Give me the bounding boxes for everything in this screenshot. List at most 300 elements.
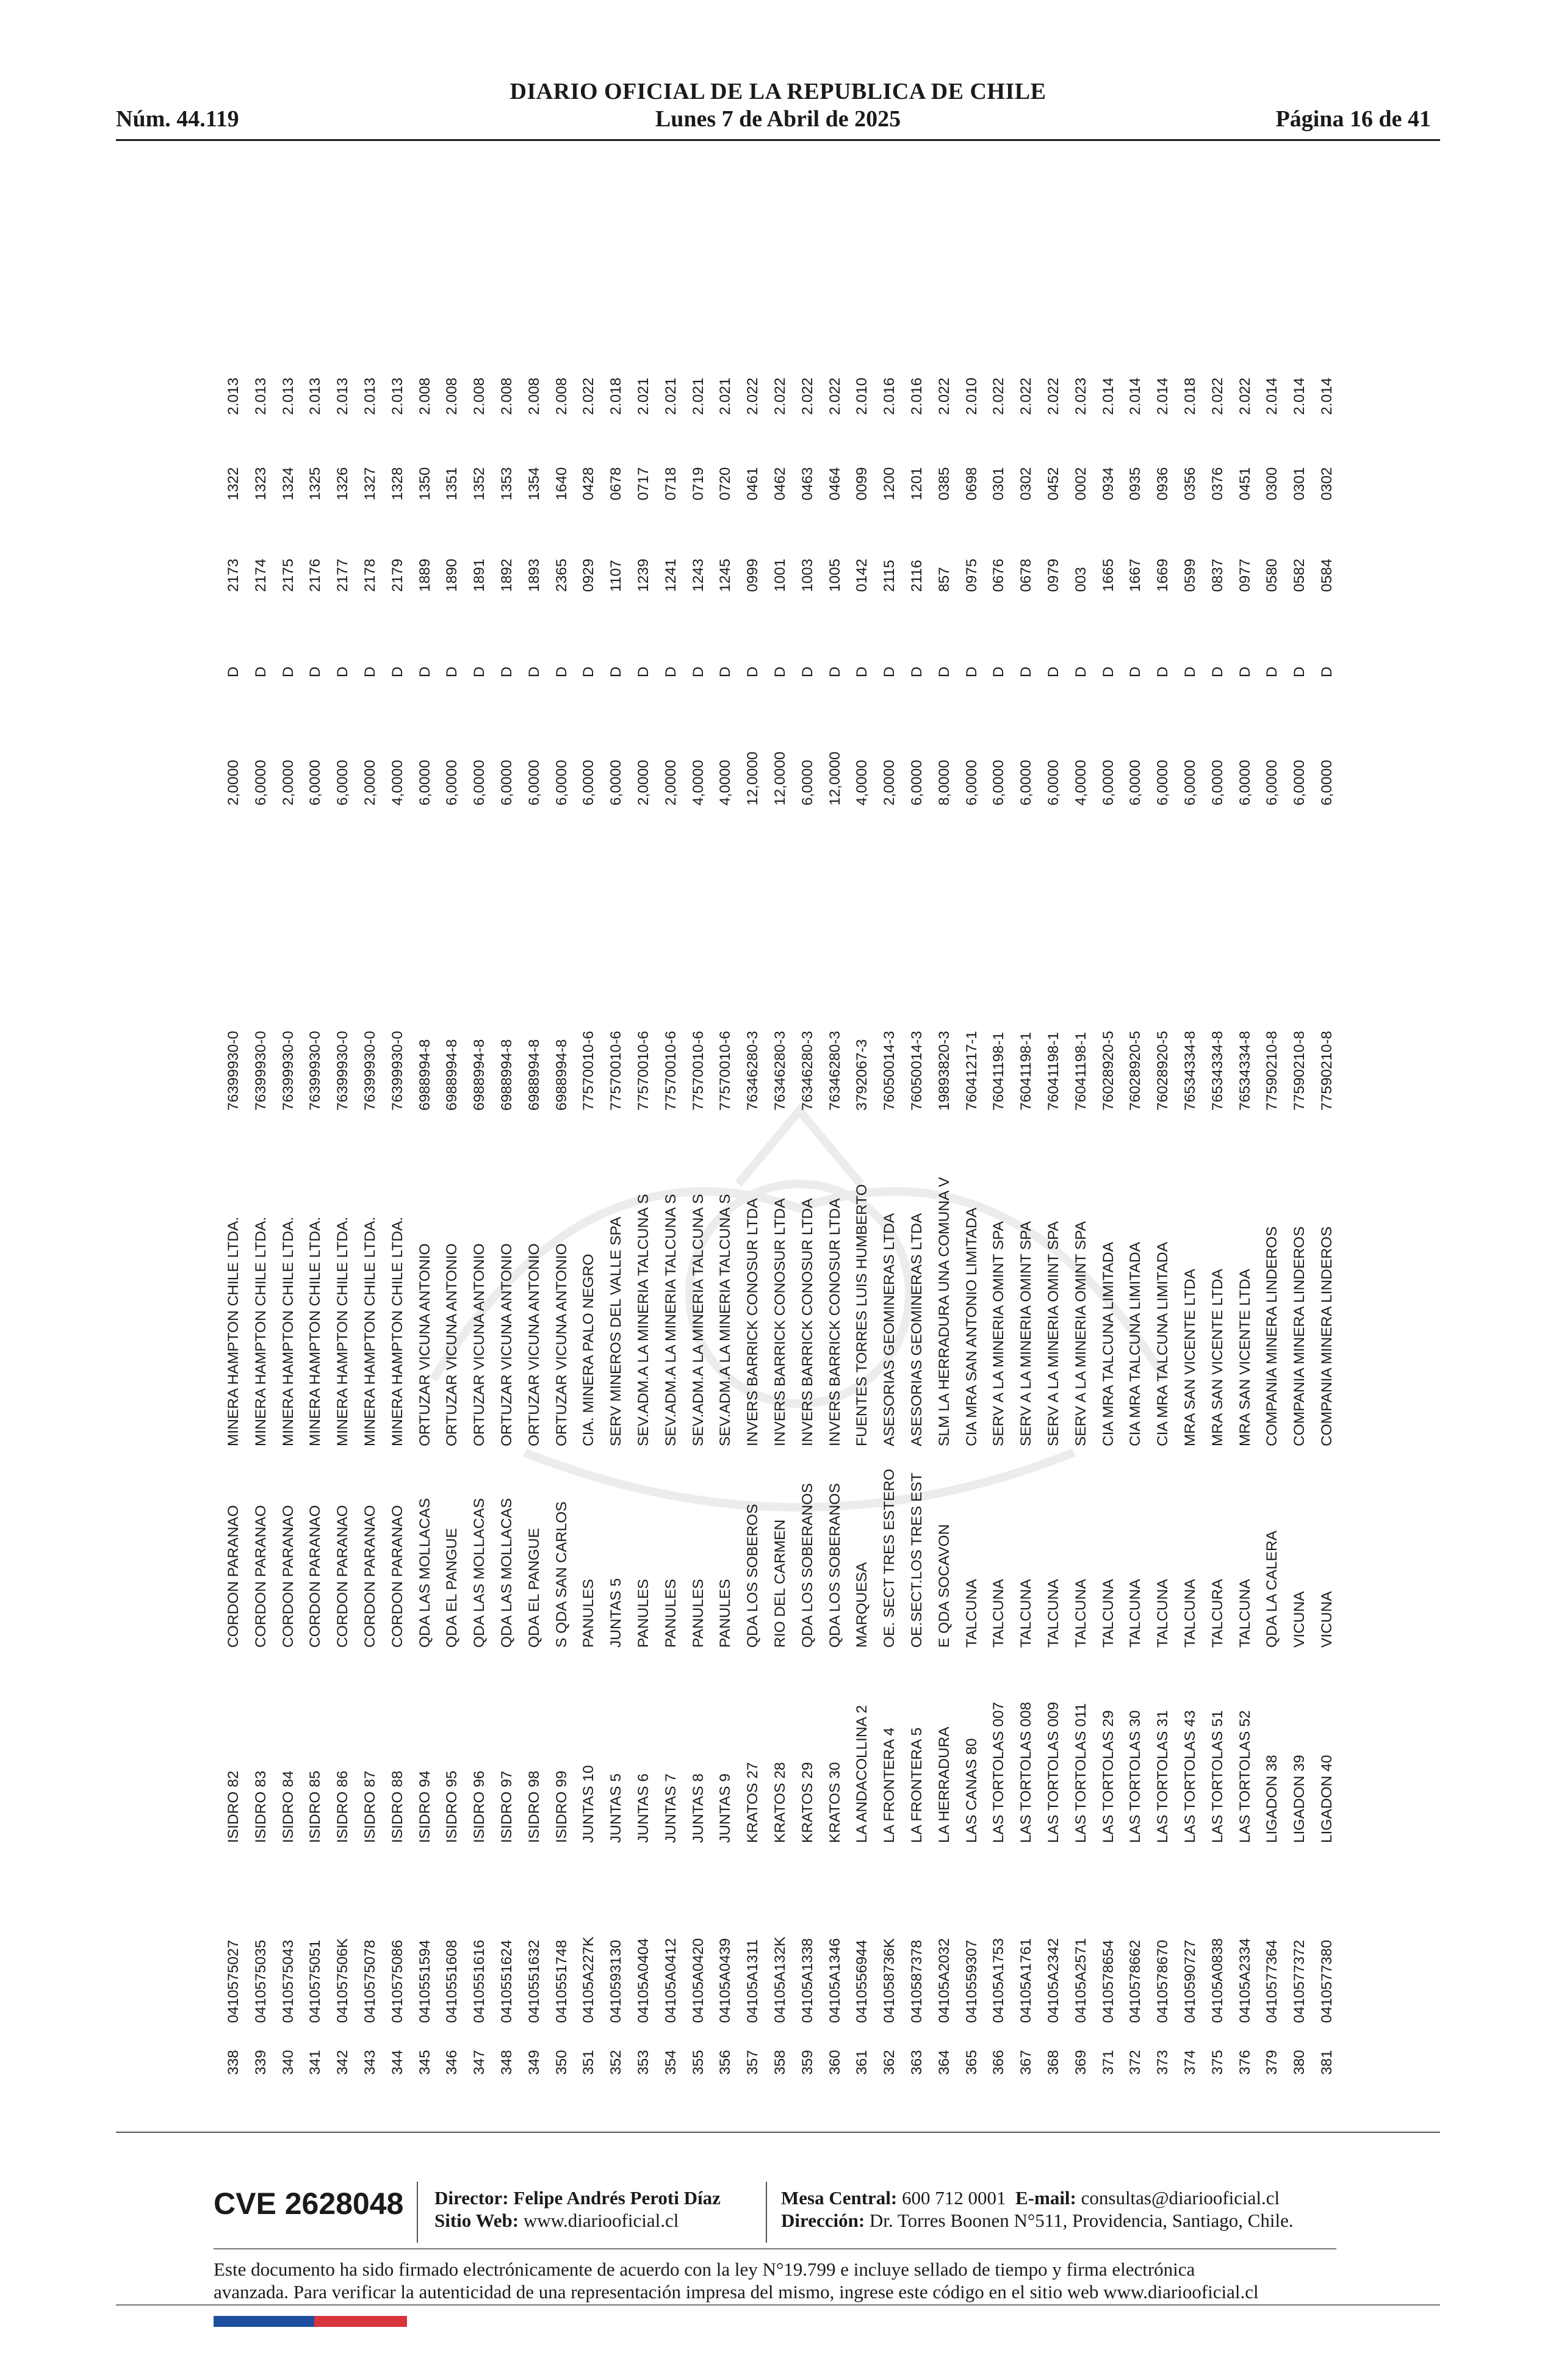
owner-rut: 6988994-8 bbox=[553, 1039, 570, 1111]
concession-name: LAS TORTOLAS 008 bbox=[1018, 1701, 1035, 1843]
rol-code: 0410578670 bbox=[1154, 1939, 1172, 2023]
rol-code: 0410590727 bbox=[1182, 1939, 1198, 2023]
row-number: 343 bbox=[362, 2050, 378, 2075]
reference-number: 0678 bbox=[608, 467, 625, 500]
owner-rut: 76346280-3 bbox=[772, 1031, 788, 1111]
owner-rut: 76028920-5 bbox=[1100, 1031, 1117, 1111]
concession-name: JUNTAS 7 bbox=[662, 1773, 679, 1843]
type-code: D bbox=[881, 666, 898, 677]
type-code: D bbox=[1236, 666, 1253, 677]
location: PANULES bbox=[717, 1579, 734, 1648]
concession-name: ISIDRO 94 bbox=[416, 1770, 433, 1843]
type-code: D bbox=[935, 666, 953, 677]
registry-number: 1665 bbox=[1100, 558, 1117, 592]
rol-code: 0410575035 bbox=[252, 1939, 269, 2023]
registry-number: 2176 bbox=[307, 558, 324, 592]
registry-number: 0599 bbox=[1182, 558, 1198, 592]
year: 2.022 bbox=[1209, 377, 1226, 415]
table-row bbox=[443, 232, 461, 2075]
reference-number: 1323 bbox=[252, 467, 269, 500]
rol-code: 0410577380 bbox=[1319, 1939, 1335, 2023]
row-number: 352 bbox=[608, 2050, 625, 2075]
owner-rut: 76534334-8 bbox=[1236, 1031, 1253, 1111]
location: TALCUNA bbox=[963, 1579, 980, 1648]
table-row bbox=[908, 232, 926, 2075]
reference-number: 0463 bbox=[799, 467, 816, 500]
row-number: 355 bbox=[690, 2050, 707, 2075]
location: JUNTAS 5 bbox=[608, 1578, 625, 1648]
rol-code: 04105A2342 bbox=[1045, 1938, 1062, 2023]
type-code: D bbox=[854, 666, 871, 677]
hectares: 6,0000 bbox=[334, 760, 351, 806]
year: 2.014 bbox=[1127, 377, 1144, 415]
reference-number: 0936 bbox=[1154, 467, 1172, 500]
owner-rut: 77570010-6 bbox=[608, 1031, 625, 1111]
hectares: 2,0000 bbox=[225, 760, 242, 806]
hectares: 4,0000 bbox=[1072, 760, 1089, 806]
year: 2.013 bbox=[252, 377, 269, 415]
table-row bbox=[580, 232, 598, 2075]
concession-name: JUNTAS 5 bbox=[608, 1773, 625, 1843]
row-number: 365 bbox=[963, 2050, 980, 2075]
reference-number: 1327 bbox=[362, 467, 378, 500]
owner-name: SERV A LA MINERIA OMINT SPA bbox=[1072, 1221, 1089, 1446]
concessions-table bbox=[225, 232, 1341, 2075]
table-row bbox=[1236, 232, 1255, 2075]
registry-number: 2175 bbox=[279, 558, 297, 592]
registry-number: 2116 bbox=[909, 560, 925, 592]
rol-code: 04105A1761 bbox=[1018, 1938, 1035, 2023]
reference-number: 0719 bbox=[690, 467, 707, 500]
year: 2.008 bbox=[553, 377, 570, 415]
year: 2.008 bbox=[471, 377, 488, 415]
owner-name: MINERA HAMPTON CHILE LTDA. bbox=[389, 1216, 406, 1446]
owner-name: SEV.ADM.A LA MINERIA TALCUNA S bbox=[717, 1194, 734, 1446]
mesa-phone: 600 712 0001 bbox=[902, 2187, 1006, 2209]
location: QDA LA CALERA bbox=[1264, 1530, 1281, 1648]
reference-number: 0385 bbox=[935, 467, 953, 500]
row-number: 379 bbox=[1264, 2050, 1281, 2075]
table-row bbox=[1181, 232, 1200, 2075]
type-code: D bbox=[963, 666, 980, 677]
registry-number: 0676 bbox=[990, 558, 1007, 592]
hectares: 6,0000 bbox=[1319, 760, 1335, 806]
year: 2.008 bbox=[444, 377, 461, 415]
owner-name: INVERS BARRICK CONOSUR LTDA bbox=[772, 1198, 788, 1446]
location: CORDON PARANAO bbox=[389, 1505, 406, 1648]
footer-rule bbox=[116, 2304, 1440, 2306]
reference-number: 0301 bbox=[990, 467, 1007, 500]
location: OE.SECT.LOS TRES EST bbox=[909, 1473, 925, 1648]
rol-code: 04105A2571 bbox=[1072, 1938, 1089, 2023]
rol-code: 0410577372 bbox=[1291, 1939, 1308, 2023]
owner-name: MRA SAN VICENTE LTDA bbox=[1236, 1269, 1253, 1446]
concession-name: JUNTAS 6 bbox=[635, 1773, 652, 1843]
rol-code: 04105A0439 bbox=[717, 1938, 734, 2023]
row-number: 367 bbox=[1018, 2050, 1035, 2075]
type-code: D bbox=[580, 666, 597, 677]
concession-name: JUNTAS 8 bbox=[690, 1773, 707, 1843]
concession-name: ISIDRO 82 bbox=[225, 1770, 242, 1843]
row-number: 346 bbox=[444, 2050, 461, 2075]
table-row bbox=[771, 232, 790, 2075]
owner-rut: 77590210-8 bbox=[1291, 1031, 1308, 1111]
rol-code: 04105A1338 bbox=[799, 1938, 816, 2023]
concession-name: ISIDRO 96 bbox=[471, 1770, 488, 1843]
row-number: 359 bbox=[799, 2050, 816, 2075]
concession-name: LAS CANAS 80 bbox=[963, 1738, 980, 1843]
registry-number: 2178 bbox=[362, 558, 378, 592]
table-row bbox=[799, 232, 817, 2075]
year: 2.013 bbox=[334, 377, 351, 415]
director-label: Director: Felipe Andrés Peroti Díaz bbox=[434, 2187, 721, 2209]
location: E QDA SOCAVON bbox=[935, 1524, 953, 1648]
year: 2.023 bbox=[1072, 377, 1089, 415]
rol-code: 04105A2334 bbox=[1236, 1938, 1253, 2023]
owner-rut: 77570010-6 bbox=[580, 1031, 597, 1111]
hectares: 6,0000 bbox=[1264, 760, 1281, 806]
location: TALCURA bbox=[1209, 1579, 1226, 1648]
location: TALCUNA bbox=[1236, 1579, 1253, 1648]
registry-number: 1891 bbox=[471, 558, 488, 592]
row-number: 348 bbox=[499, 2050, 515, 2075]
registry-number: 857 bbox=[935, 567, 953, 592]
row-number: 363 bbox=[909, 2050, 925, 2075]
hectares: 6,0000 bbox=[1100, 760, 1117, 806]
location: QDA LOS SOBEROS bbox=[744, 1504, 762, 1648]
year: 2.014 bbox=[1319, 377, 1335, 415]
table-row bbox=[826, 232, 845, 2075]
reference-number: 0698 bbox=[963, 467, 980, 500]
type-code: D bbox=[1072, 666, 1089, 677]
owner-name: FUENTES TORRES LUIS HUMBERTO bbox=[854, 1184, 871, 1446]
year: 2.014 bbox=[1154, 377, 1172, 415]
location: CORDON PARANAO bbox=[307, 1505, 324, 1648]
concession-name: LA ANDACOLLINA 2 bbox=[854, 1704, 871, 1843]
reference-number: 0099 bbox=[854, 467, 871, 500]
owner-rut: 19893820-3 bbox=[935, 1031, 953, 1111]
concession-name: LIGADON 39 bbox=[1291, 1754, 1308, 1843]
type-code: D bbox=[279, 666, 297, 677]
owner-name: SERV A LA MINERIA OMINT SPA bbox=[1045, 1221, 1062, 1446]
reference-number: 0462 bbox=[772, 467, 788, 500]
concession-name: LAS TORTOLAS 43 bbox=[1182, 1710, 1198, 1843]
table-row bbox=[853, 232, 871, 2075]
location: TALCUNA bbox=[1072, 1579, 1089, 1648]
hectares: 6,0000 bbox=[252, 760, 269, 806]
row-number: 380 bbox=[1291, 2050, 1308, 2075]
table-row bbox=[1154, 232, 1172, 2075]
owner-name: CIA MRA TALCUNA LIMITADA bbox=[1127, 1242, 1144, 1446]
footer-rule bbox=[214, 2248, 1336, 2249]
location: PANULES bbox=[690, 1579, 707, 1648]
rol-code: 0410559307 bbox=[963, 1939, 980, 2023]
year: 2.021 bbox=[717, 377, 734, 415]
year: 2.022 bbox=[772, 377, 788, 415]
hectares: 12,0000 bbox=[772, 751, 788, 806]
concession-name: ISIDRO 95 bbox=[444, 1770, 461, 1843]
type-code: D bbox=[744, 666, 762, 677]
concession-name: LAS TORTOLAS 007 bbox=[990, 1701, 1007, 1843]
concession-name: LAS TORTOLAS 011 bbox=[1072, 1703, 1089, 1843]
newspaper-title: DIARIO OFICIAL DE LA REPUBLICA DE CHILE bbox=[510, 79, 1046, 104]
location: QDA EL PANGUE bbox=[525, 1527, 542, 1648]
hectares: 6,0000 bbox=[499, 760, 515, 806]
row-number: 374 bbox=[1182, 2050, 1198, 2075]
legal-notice bbox=[214, 2258, 1342, 2303]
owner-rut: 77570010-6 bbox=[690, 1031, 707, 1111]
type-code: D bbox=[662, 666, 679, 677]
type-code: D bbox=[444, 666, 461, 677]
registry-number: 0678 bbox=[1018, 558, 1035, 592]
owner-name: COMPANIA MINERA LINDEROS bbox=[1319, 1226, 1335, 1446]
location: CORDON PARANAO bbox=[252, 1505, 269, 1648]
year: 2.013 bbox=[362, 377, 378, 415]
location: VICUNA bbox=[1319, 1591, 1335, 1648]
rol-code: 0410575027 bbox=[225, 1939, 242, 2023]
footer-divider bbox=[417, 2182, 418, 2243]
hectares: 2,0000 bbox=[881, 760, 898, 806]
owner-name: MINERA HAMPTON CHILE LTDA. bbox=[362, 1216, 378, 1446]
row-number: 372 bbox=[1127, 2050, 1144, 2075]
table-row bbox=[470, 232, 489, 2075]
row-number: 376 bbox=[1236, 2050, 1253, 2075]
type-code: D bbox=[909, 666, 925, 677]
concession-name: ISIDRO 86 bbox=[334, 1770, 351, 1843]
registry-number: 1003 bbox=[799, 558, 816, 592]
row-number: 358 bbox=[772, 2050, 788, 2075]
reference-number: 1350 bbox=[416, 467, 433, 500]
footer-divider bbox=[766, 2182, 767, 2243]
hectares: 6,0000 bbox=[1182, 760, 1198, 806]
address-text: Dr. Torres Boonen N°511, Providencia, Santiago, Chile. bbox=[869, 2210, 1294, 2231]
owner-rut: 6988994-8 bbox=[525, 1039, 542, 1111]
reference-number: 0356 bbox=[1182, 467, 1198, 500]
table-row bbox=[389, 232, 407, 2075]
owner-rut: 76534334-8 bbox=[1209, 1031, 1226, 1111]
owner-rut: 76050014-3 bbox=[909, 1031, 925, 1111]
table-row bbox=[334, 232, 352, 2075]
issue-number: Núm. 44.119 bbox=[116, 106, 239, 132]
row-number: 369 bbox=[1072, 2050, 1089, 2075]
reference-number: 0461 bbox=[744, 467, 762, 500]
concession-name: LAS TORTOLAS 30 bbox=[1127, 1710, 1144, 1843]
year: 2.014 bbox=[1264, 377, 1281, 415]
owner-rut: 76399930-0 bbox=[307, 1031, 324, 1111]
year: 2.013 bbox=[225, 377, 242, 415]
rol-code: 04105A1346 bbox=[826, 1938, 843, 2023]
registry-number: 2174 bbox=[252, 558, 269, 592]
table-row bbox=[361, 232, 380, 2075]
rol-code: 04105A1311 bbox=[744, 1939, 762, 2023]
row-number: 364 bbox=[935, 2050, 953, 2075]
owner-name: SLM LA HERRADURA UNA COMUNA V bbox=[935, 1177, 953, 1446]
location: TALCUNA bbox=[1045, 1579, 1062, 1648]
table-row bbox=[990, 232, 1008, 2075]
location: QDA LOS SOBERANOS bbox=[826, 1483, 843, 1648]
reference-number: 0720 bbox=[717, 467, 734, 500]
legal-line: avanzada. Para verificar la autenticidad de una representación impresa del mismo, ingrese este código en el sitio web www.diariooficial.cl bbox=[214, 2281, 1259, 2302]
year: 2.014 bbox=[1100, 377, 1117, 415]
reference-number: 0300 bbox=[1264, 467, 1281, 500]
rol-code: 0410556944 bbox=[854, 1939, 871, 2023]
owner-rut: 6988994-8 bbox=[444, 1039, 461, 1111]
hectares: 6,0000 bbox=[553, 760, 570, 806]
hectares: 12,0000 bbox=[826, 751, 843, 806]
table-row bbox=[716, 232, 735, 2075]
year: 2.021 bbox=[662, 377, 679, 415]
concession-name: LIGADON 40 bbox=[1319, 1754, 1335, 1843]
reference-number: 1352 bbox=[471, 467, 488, 500]
row-number: 353 bbox=[635, 2050, 652, 2075]
owner-name: ASESORIAS GEOMINERAS LTDA bbox=[881, 1213, 898, 1446]
owner-rut: 77590210-8 bbox=[1264, 1031, 1281, 1111]
type-code: D bbox=[416, 666, 433, 677]
hectares: 6,0000 bbox=[444, 760, 461, 806]
owner-name: ORTUZAR VICUNA ANTONIO bbox=[525, 1243, 542, 1446]
owner-rut: 76041198-1 bbox=[1072, 1032, 1089, 1111]
footer-rule bbox=[116, 2132, 1440, 2133]
owner-rut: 76041198-1 bbox=[1045, 1032, 1062, 1111]
registry-number: 1001 bbox=[772, 558, 788, 592]
reference-number: 1324 bbox=[279, 467, 297, 500]
owner-name: ORTUZAR VICUNA ANTONIO bbox=[553, 1243, 570, 1446]
table-row bbox=[690, 232, 708, 2075]
owner-name: CIA MRA SAN ANTONIO LIMITADA bbox=[963, 1207, 980, 1446]
registry-number: 0580 bbox=[1264, 558, 1281, 592]
table-row bbox=[498, 232, 516, 2075]
year: 2.018 bbox=[608, 377, 625, 415]
owner-rut: 77590210-8 bbox=[1319, 1031, 1335, 1111]
owner-name: MINERA HAMPTON CHILE LTDA. bbox=[279, 1216, 297, 1446]
hectares: 6,0000 bbox=[963, 760, 980, 806]
owner-name: SEV.ADM.A LA MINERIA TALCUNA S bbox=[635, 1194, 652, 1446]
row-number: 344 bbox=[389, 2050, 406, 2075]
reference-number: 0452 bbox=[1045, 467, 1062, 500]
registry-number: 0929 bbox=[580, 558, 597, 592]
reference-number: 0302 bbox=[1018, 467, 1035, 500]
type-code: D bbox=[1209, 666, 1226, 677]
location: MARQUESA bbox=[854, 1562, 871, 1648]
table-row bbox=[1045, 232, 1063, 2075]
reference-number: 1322 bbox=[225, 467, 242, 500]
contact-block bbox=[781, 2187, 1294, 2232]
table-row bbox=[525, 232, 544, 2075]
location: TALCUNA bbox=[1018, 1579, 1035, 1648]
owner-rut: 77570010-6 bbox=[662, 1031, 679, 1111]
rol-code: 0410551624 bbox=[499, 1939, 515, 2023]
owner-name: CIA. MINERA PALO NEGRO bbox=[580, 1253, 597, 1446]
hectares: 6,0000 bbox=[1154, 760, 1172, 806]
concession-name: KRATOS 29 bbox=[799, 1762, 816, 1843]
concession-name: ISIDRO 99 bbox=[553, 1770, 570, 1843]
row-number: 357 bbox=[744, 2050, 762, 2075]
location: S QDA SAN CARLOS bbox=[553, 1501, 570, 1648]
owner-name: ORTUZAR VICUNA ANTONIO bbox=[416, 1243, 433, 1446]
hectares: 6,0000 bbox=[1291, 760, 1308, 806]
hectares: 6,0000 bbox=[1045, 760, 1062, 806]
row-number: 339 bbox=[252, 2050, 269, 2075]
location: PANULES bbox=[635, 1579, 652, 1648]
concession-name: JUNTAS 9 bbox=[717, 1773, 734, 1843]
rol-code: 0410551616 bbox=[471, 1939, 488, 2023]
email-link[interactable]: consultas@diariooficial.cl bbox=[1081, 2187, 1280, 2209]
row-number: 356 bbox=[717, 2050, 734, 2075]
registry-number: 003 bbox=[1072, 567, 1089, 592]
reference-number: 0934 bbox=[1100, 467, 1117, 500]
table-row bbox=[279, 232, 298, 2075]
year: 2.013 bbox=[279, 377, 297, 415]
registry-number: 1243 bbox=[690, 558, 707, 592]
concession-name: LAS TORTOLAS 51 bbox=[1209, 1710, 1226, 1843]
row-number: 361 bbox=[854, 2050, 871, 2075]
reference-number: 1328 bbox=[389, 467, 406, 500]
registry-number: 1245 bbox=[717, 558, 734, 592]
hectares: 6,0000 bbox=[990, 760, 1007, 806]
row-number: 371 bbox=[1100, 2050, 1117, 2075]
registry-number: 2177 bbox=[334, 558, 351, 592]
owner-name: SEV.ADM.A LA MINERIA TALCUNA S bbox=[662, 1194, 679, 1446]
type-code: D bbox=[1045, 666, 1062, 677]
rol-code: 04105A0838 bbox=[1209, 1938, 1226, 2023]
owner-rut: 6988994-8 bbox=[499, 1039, 515, 1111]
year: 2.022 bbox=[1236, 377, 1253, 415]
rol-code: 0410551608 bbox=[444, 1939, 461, 2023]
registry-number: 0979 bbox=[1045, 558, 1062, 592]
rol-code: 04105A1753 bbox=[990, 1938, 1007, 2023]
registry-number: 0582 bbox=[1291, 558, 1308, 592]
hectares: 6,0000 bbox=[608, 760, 625, 806]
table-row bbox=[1209, 232, 1227, 2075]
type-code: D bbox=[1154, 666, 1172, 677]
concession-name: ISIDRO 84 bbox=[279, 1770, 297, 1843]
site-label: Sitio Web: bbox=[434, 2210, 519, 2231]
row-number: 354 bbox=[662, 2050, 679, 2075]
email-label: E-mail: bbox=[1015, 2187, 1076, 2209]
owner-name: SEV.ADM.A LA MINERIA TALCUNA S bbox=[690, 1194, 707, 1446]
row-number: 340 bbox=[279, 2050, 297, 2075]
owner-name: MINERA HAMPTON CHILE LTDA. bbox=[307, 1216, 324, 1446]
concession-name: LA HERRADURA bbox=[935, 1726, 953, 1843]
table-row bbox=[963, 232, 981, 2075]
mesa-label: Mesa Central: bbox=[781, 2187, 898, 2209]
hectares: 6,0000 bbox=[1236, 760, 1253, 806]
rol-code: 0410587378 bbox=[909, 1939, 925, 2023]
year: 2.022 bbox=[1045, 377, 1062, 415]
owner-name: MINERA HAMPTON CHILE LTDA. bbox=[225, 1216, 242, 1446]
table-row bbox=[416, 232, 434, 2075]
type-code: D bbox=[1264, 666, 1281, 677]
owner-name: MRA SAN VICENTE LTDA bbox=[1209, 1269, 1226, 1446]
owner-rut: 76041217-1 bbox=[963, 1031, 980, 1111]
concession-name: KRATOS 30 bbox=[826, 1762, 843, 1843]
registry-number: 2179 bbox=[389, 558, 406, 592]
row-number: 345 bbox=[416, 2050, 433, 2075]
year: 2.022 bbox=[990, 377, 1007, 415]
reference-number: 1201 bbox=[909, 467, 925, 500]
owner-name: SERV A LA MINERIA OMINT SPA bbox=[990, 1221, 1007, 1446]
rol-code: 04105A132K bbox=[772, 1936, 788, 2023]
owner-name: INVERS BARRICK CONOSUR LTDA bbox=[744, 1198, 762, 1446]
site-link[interactable]: www.diariooficial.cl bbox=[523, 2210, 679, 2231]
hectares: 12,0000 bbox=[744, 751, 762, 806]
rol-code: 041058736K bbox=[881, 1938, 898, 2023]
reference-number: 1351 bbox=[444, 467, 461, 500]
registry-number: 0142 bbox=[854, 558, 871, 592]
reference-number: 1325 bbox=[307, 467, 324, 500]
owner-rut: 76399930-0 bbox=[362, 1031, 378, 1111]
header-rule bbox=[116, 139, 1440, 141]
